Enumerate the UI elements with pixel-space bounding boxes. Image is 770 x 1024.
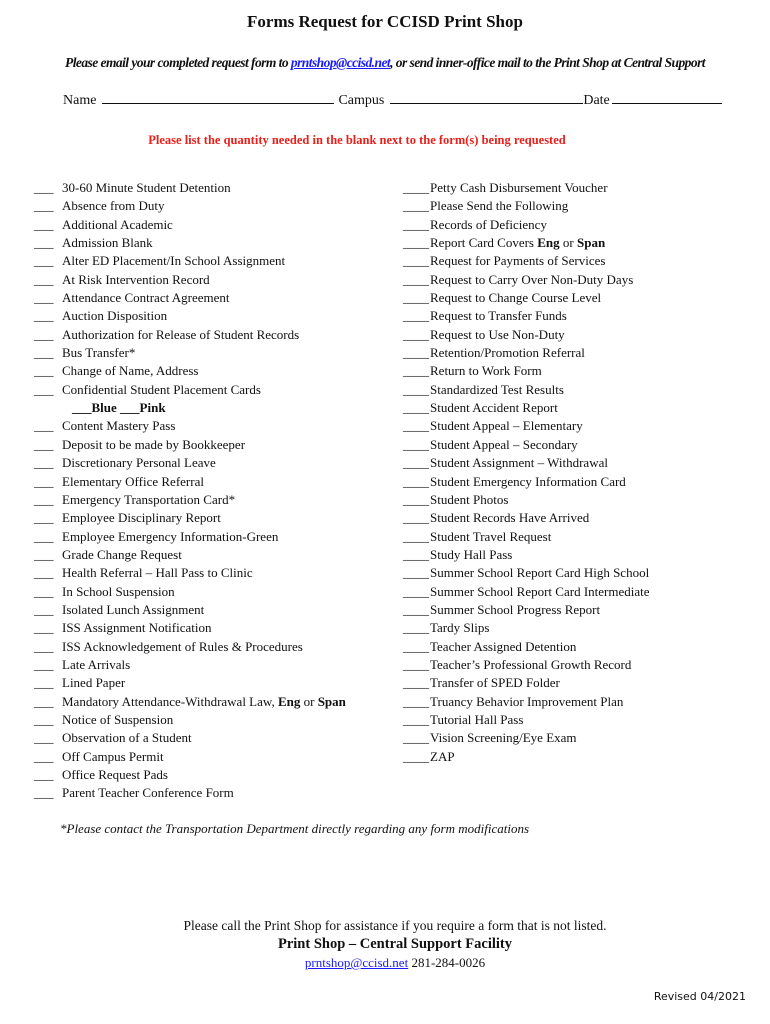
form-item [403, 179, 650, 197]
quantity-blank[interactable]: ___ [34, 180, 54, 195]
form-item [34, 362, 346, 380]
contact-line [0, 955, 770, 971]
form-item [34, 197, 346, 215]
quantity-blank[interactable]: ____ [403, 418, 429, 434]
form-item [403, 344, 650, 362]
form-label: Content Mastery Pass [62, 418, 176, 434]
form-label: Retention/Promotion Referral [430, 345, 585, 361]
form-label: Return to Work Form [430, 363, 542, 379]
form-label: Office Request Pads [62, 767, 168, 782]
form-item [34, 417, 346, 435]
form-item [34, 766, 346, 784]
form-label: Teacher’s Professional Growth Record [430, 656, 632, 672]
instruction-suffix: , or send inner-office mail to the Print Shop at Central Support [390, 55, 705, 70]
form-item [403, 252, 650, 270]
quantity-blank[interactable]: ____ [403, 290, 429, 306]
blue-choice[interactable]: ___Blue [72, 400, 117, 416]
form-label: Student Appeal – Elementary [430, 418, 583, 434]
quantity-blank[interactable]: ___ [34, 436, 54, 452]
form-label: Confidential Student Placement Cards [62, 381, 261, 397]
quantity-blank[interactable]: ___ [34, 418, 54, 434]
form-label: Notice of Suspension [62, 711, 174, 727]
form-label: Summer School Progress Report [430, 601, 601, 617]
quantity-blank[interactable]: ____ [403, 730, 429, 746]
form-label: Employee Disciplinary Report [62, 510, 221, 526]
form-label: ISS Assignment Notification [62, 620, 212, 636]
form-label: Alter ED Placement/In School Assignment [62, 253, 286, 269]
quantity-blank[interactable]: ____ [403, 271, 429, 287]
lang-span: Span [317, 693, 346, 709]
quantity-blank[interactable]: ___ [34, 693, 54, 709]
quantity-blank[interactable]: ___ [34, 216, 54, 232]
form-label: Grade Change Request [62, 546, 182, 562]
quantity-blank[interactable]: ___ [34, 235, 54, 251]
form-item [34, 748, 346, 766]
form-label: Tardy Slips [430, 620, 490, 636]
quantity-blank[interactable]: ___ [34, 363, 54, 379]
quantity-blank[interactable]: ____ [403, 473, 429, 489]
revision-date: Revised 04/2021 [653, 990, 746, 1003]
quantity-blank[interactable]: ___ [34, 711, 54, 727]
quantity-blank[interactable]: ___ [34, 785, 54, 801]
form-item [34, 381, 346, 399]
form-item [403, 381, 650, 399]
form-item [403, 638, 650, 656]
form-item [403, 234, 650, 252]
quantity-blank[interactable]: ____ [403, 675, 429, 691]
form-item [34, 784, 346, 802]
form-item [34, 583, 346, 601]
form-item [403, 454, 650, 472]
campus-label: Campus [338, 93, 385, 108]
date-field[interactable] [612, 89, 722, 104]
form-label: Student Records Have Arrived [430, 510, 590, 526]
quantity-blank[interactable]: ___ [34, 271, 54, 287]
form-label: Summer School Report Card Intermediate [430, 583, 650, 599]
form-item [403, 656, 650, 674]
form-item [403, 417, 650, 435]
quantity-blank[interactable]: ____ [403, 510, 429, 526]
quantity-blank[interactable]: ____ [403, 455, 429, 471]
form-label: Student Accident Report [430, 400, 558, 416]
form-label: Truancy Behavior Improvement Plan [430, 693, 624, 709]
form-label: Observation of a Student [62, 730, 192, 746]
quantity-blank[interactable]: ___ [34, 528, 54, 544]
quantity-blank[interactable]: ____ [403, 308, 429, 324]
form-label: Absence from Duty [62, 198, 165, 214]
quantity-blank[interactable]: ___ [34, 675, 54, 691]
form-label: At Risk Intervention Record [62, 271, 210, 287]
quantity-blank[interactable]: ____ [403, 528, 429, 544]
lang-eng: Eng [537, 235, 560, 251]
form-label: Request to Carry Over Non-Duty Days [430, 271, 634, 287]
quantity-blank[interactable]: ___ [34, 638, 54, 654]
transportation-note: *Please contact the Transportation Department directly regarding any form modifications [60, 821, 530, 836]
quantity-blank[interactable]: ____ [403, 638, 429, 654]
form-label: Student Assignment – Withdrawal [430, 455, 608, 471]
form-label: Student Appeal – Secondary [430, 436, 578, 452]
quantity-blank[interactable]: ____ [403, 656, 429, 672]
form-item [403, 729, 650, 747]
form-item [34, 656, 346, 674]
form-item [34, 271, 346, 289]
quantity-blank[interactable]: ___ [34, 198, 54, 214]
form-item [403, 509, 650, 527]
quantity-blank[interactable]: ____ [403, 363, 429, 379]
quantity-blank[interactable]: ____ [403, 711, 429, 727]
form-item [34, 693, 346, 711]
form-label: Change of Name, Address [62, 363, 199, 379]
form-label: Employee Emergency Information-Green [62, 528, 279, 544]
form-label: Discretionary Personal Leave [62, 455, 216, 471]
quantity-blank[interactable]: ___ [34, 290, 54, 306]
form-label: Student Emergency Information Card [430, 473, 626, 489]
form-label: Parent Teacher Conference Form [62, 785, 234, 801]
form-item [403, 289, 650, 307]
form-label: 30-60 Minute Student Detention [62, 180, 231, 195]
form-label: Emergency Transportation Card* [62, 491, 236, 507]
form-label: Summer School Report Card High School [430, 565, 650, 581]
quantity-blank[interactable]: ____ [403, 693, 429, 709]
form-item [34, 546, 346, 564]
forms-list-left [34, 179, 346, 803]
form-label: Request for Payments of Services [430, 253, 606, 269]
form-label: ISS Acknowledgement of Rules & Procedures [62, 638, 303, 654]
form-item [34, 454, 346, 472]
form-item [34, 564, 346, 582]
form-item [34, 252, 346, 270]
quantity-blank[interactable]: ___ [34, 308, 54, 324]
quantity-blank[interactable]: ____ [403, 436, 429, 452]
form-label: Auction Disposition [62, 308, 168, 324]
form-item [403, 619, 650, 637]
quantity-blank[interactable]: ___ [34, 565, 54, 581]
pink-choice[interactable]: ___Pink [120, 400, 166, 416]
form-item [403, 271, 650, 289]
form-item [34, 638, 346, 656]
quantity-blank[interactable]: ___ [34, 473, 54, 489]
quantity-blank[interactable]: ____ [403, 748, 429, 764]
form-item [403, 362, 650, 380]
quantity-blank[interactable]: ___ [34, 345, 54, 361]
form-label: Bus Transfer* [62, 345, 136, 361]
form-label: Study Hall Pass [430, 546, 513, 562]
form-label: Petty Cash Disbursement Voucher [430, 180, 608, 195]
form-item [403, 216, 650, 234]
quantity-blank[interactable]: ___ [34, 455, 54, 471]
form-label: Mandatory Attendance-Withdrawal Law, [62, 693, 278, 709]
quantity-blank[interactable]: ____ [403, 381, 429, 397]
form-item [403, 473, 650, 491]
form-label: Health Referral – Hall Pass to Clinic [62, 565, 253, 581]
quantity-blank[interactable]: ___ [34, 546, 54, 562]
quantity-blank[interactable]: ____ [403, 583, 429, 599]
form-label: Late Arrivals [62, 656, 131, 672]
form-item [34, 326, 346, 344]
form-item [34, 436, 346, 454]
quantity-blank[interactable]: ____ [403, 565, 429, 581]
quantity-blank[interactable]: ___ [34, 326, 54, 342]
form-item [34, 711, 346, 729]
form-item [403, 436, 650, 454]
form-label: Isolated Lunch Assignment [62, 601, 205, 617]
form-label: Request to Change Course Level [430, 290, 602, 306]
form-label: Student Travel Request [430, 528, 552, 544]
form-label: Admission Blank [62, 235, 153, 251]
form-label: Tutorial Hall Pass [430, 711, 524, 727]
form-item [403, 601, 650, 619]
form-item [403, 546, 650, 564]
form-item [403, 491, 650, 509]
footer-email-link[interactable]: prntshop@ccisd.net [304, 955, 409, 970]
form-item [34, 307, 346, 325]
form-item [403, 693, 650, 711]
footer [0, 918, 770, 971]
forms-list-right [403, 179, 650, 766]
quantity-blank[interactable]: ___ [34, 253, 54, 269]
form-item [34, 234, 346, 252]
form-label: Request to Transfer Funds [430, 308, 567, 324]
form-label: Additional Academic [62, 216, 173, 232]
lang-eng: Eng [277, 693, 301, 709]
quantity-blank[interactable]: ___ [34, 730, 54, 746]
quantity-blank[interactable]: ____ [403, 198, 429, 214]
form-label: Teacher Assigned Detention [430, 638, 577, 654]
quantity-blank[interactable]: ___ [34, 583, 54, 599]
quantity-blank[interactable]: ____ [403, 400, 429, 416]
quantity-blank[interactable]: ____ [403, 620, 429, 636]
form-item [403, 326, 650, 344]
form-item [34, 179, 346, 197]
lang-span: Span [576, 235, 606, 251]
card-color-choices [34, 399, 346, 417]
quantity-blank[interactable]: ____ [403, 345, 429, 361]
lang-or: or [559, 235, 577, 251]
quantity-blank[interactable]: ___ [34, 620, 54, 636]
form-item [34, 216, 346, 234]
form-label: Report Card Covers [430, 235, 538, 251]
form-label: Deposit to be made by Bookkeeper [62, 436, 246, 452]
date-label: Date [583, 93, 610, 108]
form-item [403, 564, 650, 582]
form-item [403, 528, 650, 546]
quantity-blank[interactable]: ___ [34, 748, 54, 764]
instruction-prefix: Please email your completed request form to [65, 55, 291, 70]
quantity-blank[interactable]: ____ [403, 235, 429, 251]
quantity-notice: Please list the quantity needed in the blank next to the form(s) being requested [148, 133, 566, 147]
quantity-blank[interactable]: ____ [403, 216, 429, 232]
form-item [34, 491, 346, 509]
quantity-blank[interactable]: ____ [403, 180, 429, 195]
form-item [403, 197, 650, 215]
form-label: Records of Deficiency [430, 216, 547, 232]
form-label: Transfer of SPED Folder [430, 675, 560, 691]
form-item [34, 528, 346, 546]
quantity-blank[interactable]: ___ [34, 767, 54, 782]
name-field[interactable] [102, 89, 334, 104]
form-item [403, 711, 650, 729]
form-item [403, 583, 650, 601]
form-item [403, 748, 650, 766]
quantity-blank[interactable]: ____ [403, 326, 429, 342]
form-item [34, 509, 346, 527]
form-label: Standardized Test Results [430, 381, 564, 397]
form-label: Vision Screening/Eye Exam [430, 730, 577, 746]
footer-phone: 281-284-0026 [408, 955, 486, 970]
form-item [403, 399, 650, 417]
form-item [34, 473, 346, 491]
quantity-blank[interactable]: ___ [34, 601, 54, 617]
form-item [34, 619, 346, 637]
name-label: Name [63, 93, 97, 108]
form-item [34, 674, 346, 692]
page-title: Forms Request for CCISD Print Shop [247, 12, 523, 31]
form-item [403, 674, 650, 692]
form-label: Student Photos [430, 491, 509, 507]
form-label: Elementary Office Referral [62, 473, 204, 489]
campus-field[interactable] [390, 89, 583, 104]
requester-info-row [63, 89, 726, 109]
form-label: Please Send the Following [430, 198, 569, 214]
form-item [34, 344, 346, 362]
quantity-blank[interactable]: ____ [403, 253, 429, 269]
quantity-blank[interactable]: ___ [34, 381, 54, 397]
form-item [34, 289, 346, 307]
lang-or: or [300, 693, 318, 709]
facility-name: Print Shop – Central Support Facility [277, 936, 513, 952]
form-item [403, 307, 650, 325]
quantity-blank[interactable]: ____ [403, 491, 429, 507]
form-label: Authorization for Release of Student Records [62, 326, 300, 342]
form-label: Request to Use Non-Duty [430, 326, 565, 342]
quantity-blank[interactable]: ____ [403, 601, 429, 617]
print-shop-email-link[interactable]: prntshop@ccisd.net [290, 55, 391, 70]
form-label: Lined Paper [62, 675, 126, 691]
quantity-blank[interactable]: ___ [34, 510, 54, 526]
form-label: In School Suspension [62, 583, 175, 599]
form-label: Off Campus Permit [62, 748, 164, 764]
assistance-text: Please call the Print Shop for assistance if you require a form that is not listed. [183, 918, 607, 933]
form-label: Attendance Contract Agreement [62, 290, 230, 306]
quantity-blank[interactable]: ____ [403, 546, 429, 562]
submission-instruction [0, 55, 770, 71]
form-item [34, 601, 346, 619]
form-label: ZAP [430, 748, 455, 764]
quantity-blank[interactable]: ___ [34, 656, 54, 672]
quantity-blank[interactable]: ___ [34, 491, 54, 507]
form-item [34, 729, 346, 747]
